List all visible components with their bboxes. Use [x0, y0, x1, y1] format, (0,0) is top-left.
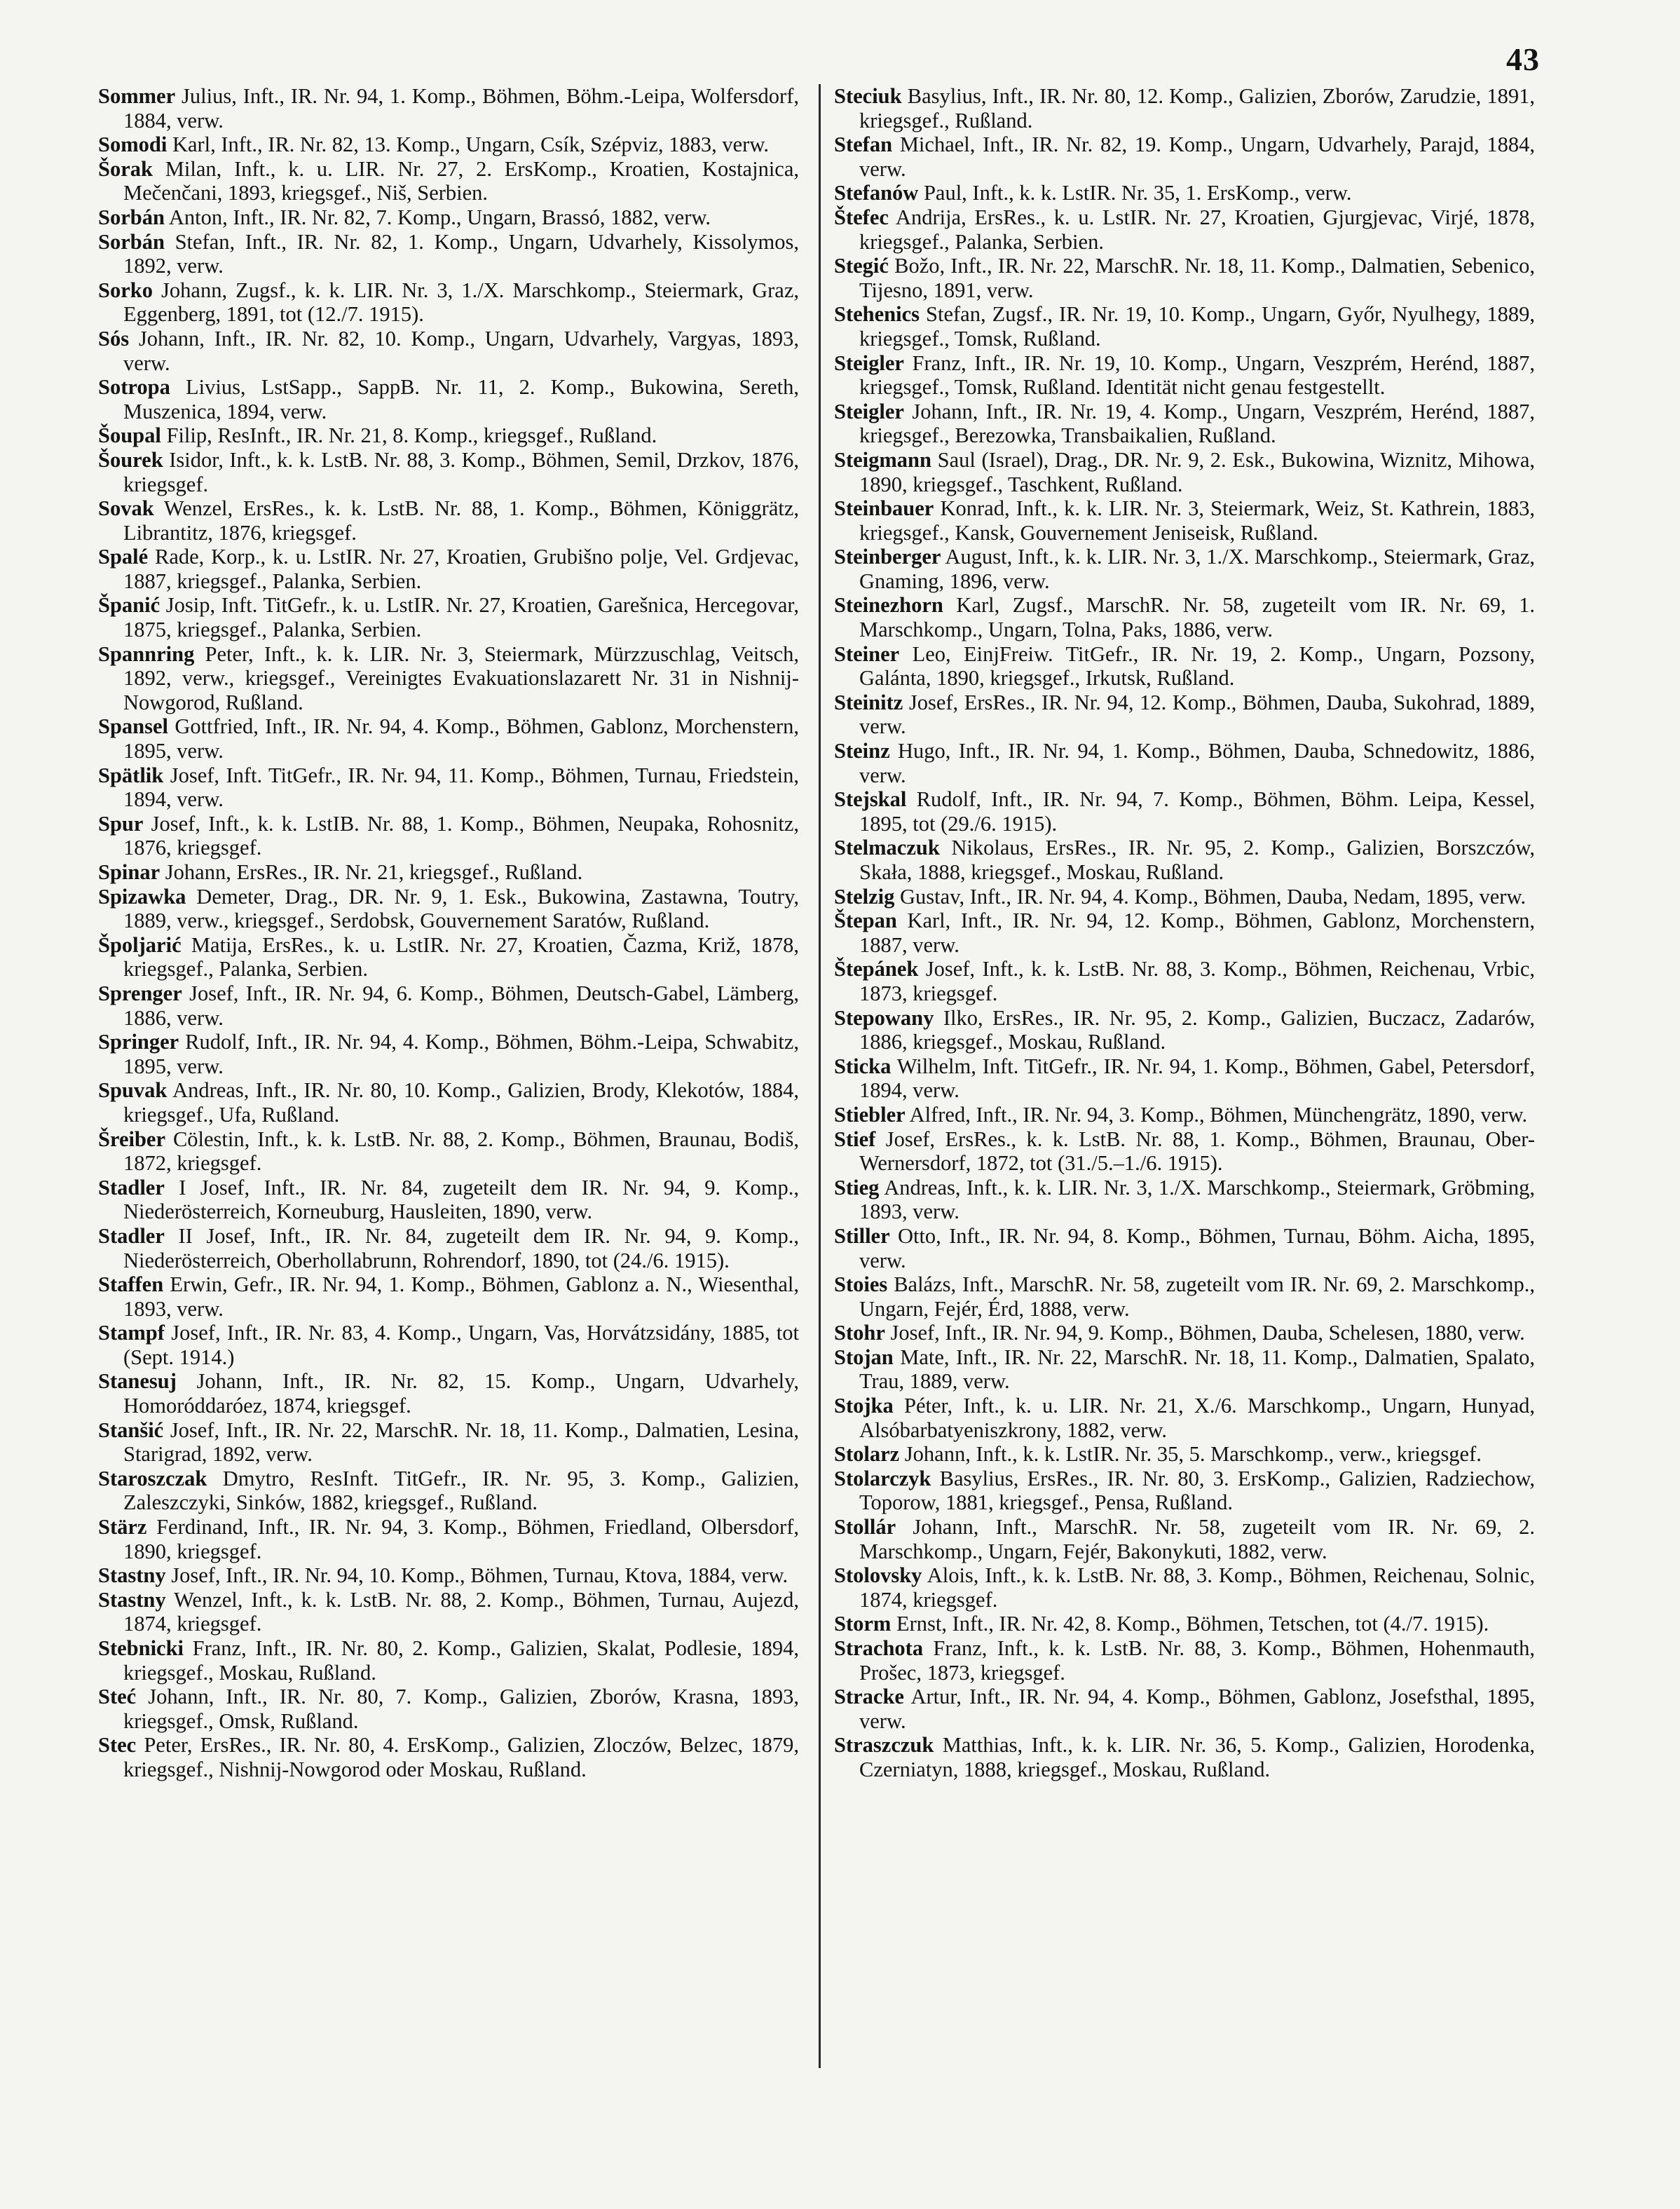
list-entry — [834, 1636, 1535, 1685]
list-entry — [834, 739, 1535, 787]
column-divider — [819, 84, 821, 2068]
entry-details: Johann, Inft., IR. Nr. 19, 4. Komp., Ungarn, Veszprém, Herénd, 1887, kriegsgef., Berezowka, Transbaikalien, Rußland. — [859, 399, 1535, 448]
entry-details: Johann, Inft., IR. Nr. 82, 10. Komp., Ungarn, Udvarhely, Vargyas, 1893, verw. — [123, 326, 799, 375]
entry-surname: Spannring — [98, 641, 195, 666]
entry-surname: Stanesuj — [98, 1369, 177, 1394]
entry-details: Peter, ErsRes., IR. Nr. 80, 4. ErsKomp., Galizien, Zloczów, Belzec, 1879, kriegsgef., Nishnij-Nowgorod oder Moskau, Rußland. — [123, 1733, 799, 1781]
entry-surname: Steiner — [834, 641, 900, 666]
entry-surname: Stehenics — [834, 302, 920, 327]
list-entry — [98, 860, 799, 885]
entry-surname: Šreiber — [98, 1127, 165, 1151]
list-entry — [834, 909, 1535, 957]
list-entry — [98, 1127, 799, 1176]
entry-details: Josef, ErsRes., k. k. LstB. Nr. 88, 1. Komp., Böhmen, Braunau, Ober-Wernersdorf, 1872, tot (31./5.–1./6. 1915). — [859, 1127, 1535, 1176]
entry-details: Josef, Inft., IR. Nr. 94, 10. Komp., Böhmen, Turnau, Ktova, 1884, verw. — [171, 1563, 788, 1588]
list-entry — [834, 885, 1535, 909]
entry-details: II Josef, Inft., IR. Nr. 84, zugeteilt dem IR. Nr. 94, 9. Komp., Niederösterreich, Oberhollabrunn, Rohrendorf, 1890, tot (24./6. 1915). — [123, 1223, 799, 1272]
entry-details: Johann, Inft., IR. Nr. 80, 7. Komp., Galizien, Zborów, Krasna, 1893, kriegsgef., Omsk, Rußland. — [123, 1685, 799, 1733]
list-entry — [834, 1442, 1535, 1467]
entry-surname: Stepowany — [834, 1005, 934, 1030]
entry-surname: Stadler — [98, 1175, 165, 1199]
list-entry — [834, 1127, 1535, 1176]
entry-surname: Steinz — [834, 739, 890, 763]
entry-surname: Steć — [98, 1685, 137, 1709]
entry-surname: Strachota — [834, 1636, 924, 1660]
list-entry — [834, 1321, 1535, 1345]
list-entry — [834, 642, 1535, 691]
entry-surname: Šoupal — [98, 423, 161, 448]
entry-surname: Sorbán — [98, 205, 165, 229]
entry-surname: Spizawka — [98, 884, 186, 909]
entry-details: Hugo, Inft., IR. Nr. 94, 1. Komp., Böhmen, Dauba, Schnedowitz, 1886, verw. — [859, 739, 1535, 787]
list-entry — [98, 375, 799, 423]
entry-details: Alois, Inft., k. k. LstB. Nr. 88, 3. Komp., Böhmen, Reichenau, Solnic, 1874, kriegsgef. — [859, 1563, 1535, 1612]
entry-surname: Stiller — [834, 1223, 890, 1248]
list-entry — [98, 763, 799, 812]
list-entry — [834, 1467, 1535, 1515]
list-entry — [98, 642, 799, 715]
entry-details: Dmytro, ResInft. TitGefr., IR. Nr. 95, 3. Komp., Galizien, Zaleszczyki, Sinków, 1882, kriegsgef., Rußland. — [123, 1466, 799, 1515]
list-entry — [98, 496, 799, 545]
entry-surname: Storm — [834, 1612, 892, 1636]
entry-details: Matthias, Inft., k. k. LIR. Nr. 36, 5. Komp., Galizien, Horodenka, Czerniatyn, 1888, kriegsgef., Moskau, Rußland. — [859, 1733, 1535, 1781]
entry-details: Johann, Zugsf., k. k. LIR. Nr. 3, 1./X. Marschkomp., Steiermark, Graz, Eggenberg, 1891, tot (12./7. 1915). — [123, 278, 799, 327]
list-entry — [834, 1685, 1535, 1733]
entry-surname: Stiebler — [834, 1102, 906, 1127]
list-entry — [834, 1006, 1535, 1054]
list-entry — [834, 1224, 1535, 1272]
entry-details: Mate, Inft., IR. Nr. 22, MarschR. Nr. 18, 11. Komp., Dalmatien, Spalato, Trau, 1889, verw. — [859, 1345, 1535, 1394]
entry-surname: Steigmann — [834, 447, 931, 472]
list-entry — [98, 423, 799, 448]
entry-details: Ernst, Inft., IR. Nr. 42, 8. Komp., Böhmen, Tetschen, tot (4./7. 1915). — [896, 1612, 1489, 1636]
list-entry — [98, 205, 799, 230]
entry-details: Franz, Inft., IR. Nr. 80, 2. Komp., Galizien, Skalat, Podlesie, 1894, kriegsgef., Moskau, Rußland. — [123, 1636, 799, 1685]
list-entry — [98, 1321, 799, 1369]
list-entry — [834, 836, 1535, 884]
entry-surname: Stojka — [834, 1394, 894, 1418]
list-entry — [98, 327, 799, 375]
list-entry — [98, 1733, 799, 1781]
entry-details: Milan, Inft., k. u. LIR. Nr. 27, 2. ErsKomp., Kroatien, Kostajnica, Mečenčani, 1893, kriegsgef., Niš, Serbien. — [123, 156, 799, 205]
entry-surname: Straszczuk — [834, 1733, 934, 1758]
entry-details: Péter, Inft., k. u. LIR. Nr. 21, X./6. Marschkomp., Ungarn, Hunyad, Alsóbarbatyeniszkrony, 1882, verw. — [859, 1394, 1535, 1442]
entry-details: Rade, Korp., k. u. LstIR. Nr. 27, Kroatien, Grubišno polje, Vel. Grdjevac, 1887, kriegsgef., Palanka, Serbien. — [123, 545, 799, 593]
entry-details: Franz, Inft., k. k. LstB. Nr. 88, 3. Komp., Böhmen, Hohenmauth, Prošec, 1873, kriegsgef. — [859, 1636, 1535, 1685]
entry-surname: Stohr — [834, 1321, 885, 1345]
right-column — [834, 84, 1535, 2068]
entry-surname: Springer — [98, 1030, 179, 1054]
list-entry — [834, 691, 1535, 739]
entry-surname: Stracke — [834, 1685, 904, 1709]
list-entry — [98, 1467, 799, 1515]
entry-surname: Stastny — [98, 1587, 166, 1612]
entry-details: Isidor, Inft., k. k. LstB. Nr. 88, 3. Komp., Böhmen, Semil, Drzkov, 1876, kriegsgef. — [123, 447, 799, 496]
list-entry — [834, 205, 1535, 254]
list-entry — [98, 448, 799, 496]
entry-surname: Spuvak — [98, 1078, 168, 1103]
entry-surname: Sorko — [98, 278, 153, 302]
entry-details: Božo, Inft., IR. Nr. 22, MarschR. Nr. 18, 11. Komp., Dalmatien, Sebenico, Tijesno, 1891, verw. — [859, 254, 1535, 302]
entry-surname: Sós — [98, 326, 130, 351]
entry-details: Anton, Inft., IR. Nr. 82, 7. Komp., Ungarn, Brassó, 1882, verw. — [168, 205, 711, 229]
list-entry — [98, 885, 799, 933]
entry-details: Wenzel, Inft., k. k. LstB. Nr. 88, 2. Komp., Böhmen, Turnau, Aujezd, 1874, kriegsgef. — [123, 1587, 799, 1636]
entry-surname: Stolovsky — [834, 1563, 922, 1588]
entry-details: Konrad, Inft., k. k. LIR. Nr. 3, Steiermark, Weiz, St. Kathrein, 1883, kriegsgef., Kansk, Gouvernement Jeniseisk, Rußland. — [859, 496, 1535, 545]
entry-surname: Stefanów — [834, 181, 919, 205]
entry-details: August, Inft., k. k. LIR. Nr. 3, 1./X. Marschkomp., Steiermark, Graz, Gnaming, 1896, verw. — [859, 545, 1535, 593]
entry-surname: Stegić — [834, 254, 889, 278]
entry-surname: Steinitz — [834, 690, 903, 714]
entry-details: Josef, ErsRes., IR. Nr. 94, 12. Komp., Böhmen, Dauba, Sukohrad, 1889, verw. — [859, 690, 1535, 739]
list-entry — [834, 1103, 1535, 1127]
list-entry — [98, 157, 799, 205]
list-entry — [98, 1176, 799, 1224]
entry-surname: Šourek — [98, 447, 163, 472]
entry-surname: Stolarczyk — [834, 1466, 931, 1490]
list-entry — [98, 1563, 799, 1588]
entry-details: Josef, Inft., k. k. LstIB. Nr. 88, 1. Komp., Böhmen, Neupaka, Rohosnitz, 1876, kriegsgef. — [123, 811, 799, 860]
entry-details: Franz, Inft., IR. Nr. 19, 10. Komp., Ungarn, Veszprém, Herénd, 1887, kriegsgef., Tomsk, Rußland. Identität nicht genau festgestellt. — [859, 351, 1535, 400]
entry-surname: Spinar — [98, 860, 161, 884]
entry-surname: Stieg — [834, 1175, 880, 1199]
list-entry — [834, 302, 1535, 351]
entry-details: Andreas, Inft., IR. Nr. 80, 10. Komp., Galizien, Brody, Klekotów, 1884, kriegsgef., Ufa, Rußland. — [123, 1078, 799, 1127]
list-entry — [98, 1078, 799, 1127]
entry-surname: Stec — [98, 1733, 137, 1758]
entry-surname: Stejskal — [834, 787, 907, 812]
list-entry — [834, 132, 1535, 181]
entry-details: Josip, Inft. TitGefr., k. u. LstIR. Nr. 27, Kroatien, Garešnica, Hercegovar, 1875, kriegsgef., Palanka, Serbien. — [123, 593, 799, 642]
list-entry — [834, 448, 1535, 496]
list-entry — [834, 1563, 1535, 1612]
entry-details: Demeter, Drag., DR. Nr. 9, 1. Esk., Bukowina, Zastawna, Toutry, 1889, verw., kriegsgef., Serdobsk, Gouvernement Saratów, Rußland. — [123, 884, 799, 933]
list-entry — [834, 1394, 1535, 1442]
entry-details: Karl, Zugsf., MarschR. Nr. 58, zugeteilt vom IR. Nr. 69, 1. Marschkomp., Ungarn, Tolna, Paks, 1886, verw. — [859, 593, 1535, 642]
entry-surname: Španić — [98, 593, 161, 618]
entry-surname: Štepánek — [834, 957, 919, 981]
entry-surname: Spansel — [98, 714, 169, 739]
entry-details: Josef, Inft., IR. Nr. 83, 4. Komp., Ungarn, Vas, Horvátzsidány, 1885, tot (Sept. 1914.) — [123, 1321, 799, 1369]
entry-details: Ferdinand, Inft., IR. Nr. 94, 3. Komp., Böhmen, Friedland, Olbersdorf, 1890, kriegsgef. — [123, 1515, 799, 1563]
entry-surname: Stastny — [98, 1563, 166, 1588]
entry-details: Stefan, Zugsf., IR. Nr. 19, 10. Komp., Ungarn, Győr, Nyulhegy, 1889, kriegsgef., Tomsk, Rußland. — [859, 302, 1535, 351]
entry-surname: Stoies — [834, 1272, 888, 1297]
list-entry — [834, 1515, 1535, 1563]
entry-details: Andreas, Inft., k. k. LIR. Nr. 3, 1./X. Marschkomp., Steiermark, Gröbming, 1893, verw. — [859, 1175, 1535, 1224]
entry-details: Saul (Israel), Drag., DR. Nr. 9, 2. Esk., Bukowina, Wiznitz, Mihowa, 1890, kriegsgef., Taschkent, Rußland. — [859, 447, 1535, 496]
list-entry — [98, 1030, 799, 1078]
entry-surname: Stelzig — [834, 884, 895, 909]
entry-surname: Stief — [834, 1127, 876, 1151]
entry-surname: Stärz — [98, 1515, 147, 1539]
list-entry — [98, 1418, 799, 1467]
entry-details: Balázs, Inft., MarschR. Nr. 58, zugeteilt vom IR. Nr. 69, 2. Marschkomp., Ungarn, Fejér, Érd, 1888, verw. — [859, 1272, 1535, 1321]
entry-details: Josef, Inft. TitGefr., IR. Nr. 94, 11. Komp., Böhmen, Turnau, Friedstein, 1894, verw. — [123, 763, 799, 812]
list-entry — [98, 981, 799, 1030]
list-entry — [834, 1345, 1535, 1394]
list-entry — [834, 351, 1535, 400]
entry-details: Otto, Inft., IR. Nr. 94, 8. Komp., Böhmen, Turnau, Böhm. Aicha, 1895, verw. — [859, 1223, 1535, 1272]
entry-details: Paul, Inft., k. k. LstIR. Nr. 35, 1. ErsKomp., verw. — [923, 181, 1352, 205]
entry-surname: Stojan — [834, 1345, 894, 1369]
entry-surname: Sovak — [98, 496, 154, 521]
list-entry — [98, 1685, 799, 1733]
entry-surname: Steigler — [834, 351, 904, 375]
list-entry — [98, 1588, 799, 1636]
entry-details: Livius, LstSapp., SappB. Nr. 11, 2. Komp., Bukowina, Sereth, Muszenica, 1894, verw. — [123, 375, 799, 423]
entry-details: Johann, ErsRes., IR. Nr. 21, kriegsgef., Rußland. — [165, 860, 583, 884]
entry-surname: Stampf — [98, 1321, 165, 1345]
entry-details: Leo, EinjFreiw. TitGefr., IR. Nr. 19, 2. Komp., Ungarn, Pozsony, Galánta, 1890, kriegsgef., Irkutsk, Rußland. — [859, 641, 1535, 691]
entry-surname: Spätlik — [98, 763, 164, 787]
entry-details: Matija, ErsRes., k. u. LstIR. Nr. 27, Kroatien, Čazma, Križ, 1878, kriegsgef., Palanka, Serbien. — [123, 932, 799, 981]
entry-surname: Steinberger — [834, 545, 941, 569]
entry-surname: Steciuk — [834, 84, 902, 108]
entry-surname: Stelmaczuk — [834, 836, 940, 860]
entry-surname: Sotropa — [98, 375, 170, 400]
entry-surname: Steinezhorn — [834, 593, 943, 618]
list-entry — [834, 787, 1535, 836]
list-entry — [98, 230, 799, 278]
list-entry — [98, 1369, 799, 1418]
list-entry — [834, 593, 1535, 641]
list-entry — [98, 545, 799, 593]
entry-details: Karl, Inft., IR. Nr. 82, 13. Komp., Ungarn, Csík, Szépviz, 1883, verw. — [172, 132, 769, 157]
list-entry — [98, 1515, 799, 1563]
entry-surname: Sticka — [834, 1054, 892, 1078]
list-entry — [834, 254, 1535, 302]
entry-details: Erwin, Gefr., IR. Nr. 94, 1. Komp., Böhmen, Gablonz a. N., Wiesenthal, 1893, verw. — [123, 1272, 799, 1321]
list-entry — [98, 714, 799, 763]
entry-surname: Sorbán — [98, 229, 165, 254]
list-entry — [834, 1054, 1535, 1103]
list-entry — [834, 1176, 1535, 1224]
entry-surname: Spalé — [98, 545, 149, 569]
entry-details: Basylius, Inft., IR. Nr. 80, 12. Komp., Galizien, Zborów, Zarudzie, 1891, kriegsgef., Rußland. — [859, 84, 1535, 132]
list-entry — [98, 593, 799, 641]
list-entry — [834, 957, 1535, 1005]
entry-surname: Stolarz — [834, 1442, 900, 1467]
list-entry — [98, 933, 799, 981]
list-entry — [834, 400, 1535, 448]
entry-details: Johann, Inft., MarschR. Nr. 58, zugeteilt vom IR. Nr. 69, 2. Marschkomp., Ungarn, Fejér, Bakonykuti, 1882, verw. — [859, 1515, 1535, 1563]
list-entry — [834, 545, 1535, 593]
entry-details: Artur, Inft., IR. Nr. 94, 4. Komp., Böhmen, Gablonz, Josefsthal, 1895, verw. — [859, 1685, 1535, 1733]
entry-details: Andrija, ErsRes., k. u. LstIR. Nr. 27, Kroatien, Gjurgjevac, Virjé, 1878, kriegsgef., Palanka, Serbien. — [859, 205, 1535, 254]
entry-details: Gustav, Inft., IR. Nr. 94, 4. Komp., Böhmen, Dauba, Nedam, 1895, verw. — [900, 884, 1527, 909]
entry-surname: Staroszczak — [98, 1466, 207, 1490]
list-entry — [834, 496, 1535, 545]
entry-details: Wenzel, ErsRes., k. k. LstB. Nr. 88, 1. Komp., Böhmen, Königgrätz, Librantitz, 1876, kriegsgef. — [123, 496, 799, 545]
list-entry — [834, 1733, 1535, 1781]
entry-details: Basylius, ErsRes., IR. Nr. 80, 3. ErsKomp., Galizien, Radziechow, Toporow, 1881, kriegsgef., Pensa, Rußland. — [859, 1466, 1535, 1515]
list-entry — [98, 812, 799, 860]
list-entry — [98, 84, 799, 132]
list-entry — [98, 1272, 799, 1321]
list-entry — [98, 1224, 799, 1272]
entry-details: Ilko, ErsRes., IR. Nr. 95, 2. Komp., Galizien, Buczacz, Zadarów, 1886, kriegsgef., Moskau, Rußland. — [859, 1005, 1535, 1054]
entry-details: Wilhelm, Inft. TitGefr., IR. Nr. 94, 1. Komp., Böhmen, Gabel, Petersdorf, 1894, verw. — [859, 1054, 1535, 1103]
list-entry — [834, 1272, 1535, 1321]
entry-details: Rudolf, Inft., IR. Nr. 94, 7. Komp., Böhmen, Böhm. Leipa, Kessel, 1895, tot (29./6. 1915). — [859, 787, 1535, 836]
entry-details: Peter, Inft., k. k. LIR. Nr. 3, Steiermark, Mürzzuschlag, Veitsch, 1892, verw., kriegsgef., Vereinigtes Evakuationslazarett Nr. 31 in Nishnij-Nowgorod, Rußland. — [123, 641, 799, 714]
entry-details: Johann, Inft., k. k. LstIR. Nr. 35, 5. Marschkomp., verw., kriegsgef. — [904, 1442, 1482, 1467]
entry-surname: Sprenger — [98, 981, 182, 1005]
page-number: 43 — [1506, 41, 1540, 77]
entry-details: Johann, Inft., IR. Nr. 82, 15. Komp., Ungarn, Udvarhely, Homoróddaróez, 1874, kriegsgef. — [123, 1369, 799, 1418]
entry-surname: Steinbauer — [834, 496, 934, 521]
entry-surname: Stollár — [834, 1515, 896, 1539]
entry-details: Karl, Inft., IR. Nr. 94, 12. Komp., Böhmen, Gablonz, Morchenstern, 1887, verw. — [859, 909, 1535, 957]
entry-details: Filip, ResInft., IR. Nr. 21, 8. Komp., kriegsgef., Rußland. — [166, 423, 657, 448]
entry-surname: Špoljarić — [98, 932, 182, 957]
entry-details: Stefan, Inft., IR. Nr. 82, 1. Komp., Ungarn, Udvarhely, Kissolymos, 1892, verw. — [123, 229, 799, 278]
entry-surname: Stanšić — [98, 1418, 164, 1442]
list-entry — [98, 132, 799, 157]
entry-surname: Šorak — [98, 156, 153, 181]
entry-details: Julius, Inft., IR. Nr. 94, 1. Komp., Böhmen, Böhm.-Leipa, Wolfersdorf, 1884, verw. — [123, 84, 799, 132]
entry-surname: Štepan — [834, 909, 897, 933]
entry-details: Josef, Inft., IR. Nr. 94, 9. Komp., Böhmen, Dauba, Schelesen, 1880, verw. — [890, 1321, 1525, 1345]
entry-surname: Steigler — [834, 399, 904, 423]
left-column — [98, 84, 799, 2068]
entry-surname: Somodi — [98, 132, 168, 157]
entry-surname: Štefec — [834, 205, 889, 229]
entry-details: Josef, Inft., IR. Nr. 94, 6. Komp., Böhmen, Deutsch-Gabel, Lämberg, 1886, verw. — [123, 981, 799, 1030]
entry-details: Alfred, Inft., IR. Nr. 94, 3. Komp., Böhmen, Münchengrätz, 1890, verw. — [909, 1102, 1528, 1127]
entry-details: Josef, Inft., k. k. LstB. Nr. 88, 3. Komp., Böhmen, Reichenau, Vrbic, 1873, kriegsgef. — [859, 957, 1535, 1005]
list-entry — [834, 84, 1535, 132]
entry-details: Gottfried, Inft., IR. Nr. 94, 4. Komp., Böhmen, Gablonz, Morchenstern, 1895, verw. — [123, 714, 799, 763]
entry-details: Michael, Inft., IR. Nr. 82, 19. Komp., Ungarn, Udvarhely, Parajd, 1884, verw. — [859, 132, 1535, 181]
entry-details: Nikolaus, ErsRes., IR. Nr. 95, 2. Komp., Galizien, Borszczów, Skała, 1888, kriegsgef., Moskau, Rußland. — [859, 836, 1535, 884]
entry-surname: Stadler — [98, 1223, 165, 1248]
entry-surname: Spur — [98, 811, 144, 836]
list-entry — [834, 1612, 1535, 1636]
entry-details: Josef, Inft., IR. Nr. 22, MarschR. Nr. 18, 11. Komp., Dalmatien, Lesina, Starigrad, 1892, verw. — [123, 1418, 799, 1467]
entry-details: Cölestin, Inft., k. k. LstB. Nr. 88, 2. Komp., Böhmen, Braunau, Bodiš, 1872, kriegsgef. — [123, 1127, 799, 1176]
list-entry — [98, 1636, 799, 1685]
entry-details: Rudolf, Inft., IR. Nr. 94, 4. Komp., Böhmen, Böhm.-Leipa, Schwabitz, 1895, verw. — [123, 1030, 799, 1078]
list-entry — [98, 278, 799, 327]
entry-surname: Stebnicki — [98, 1636, 184, 1660]
entry-surname: Stefan — [834, 132, 893, 157]
entry-details: I Josef, Inft., IR. Nr. 84, zugeteilt dem IR. Nr. 94, 9. Komp., Niederösterreich, Korneuburg, Hausleiten, 1890, verw. — [123, 1175, 799, 1224]
list-entry — [834, 181, 1535, 205]
entry-surname: Sommer — [98, 84, 176, 108]
entry-surname: Staffen — [98, 1272, 164, 1297]
